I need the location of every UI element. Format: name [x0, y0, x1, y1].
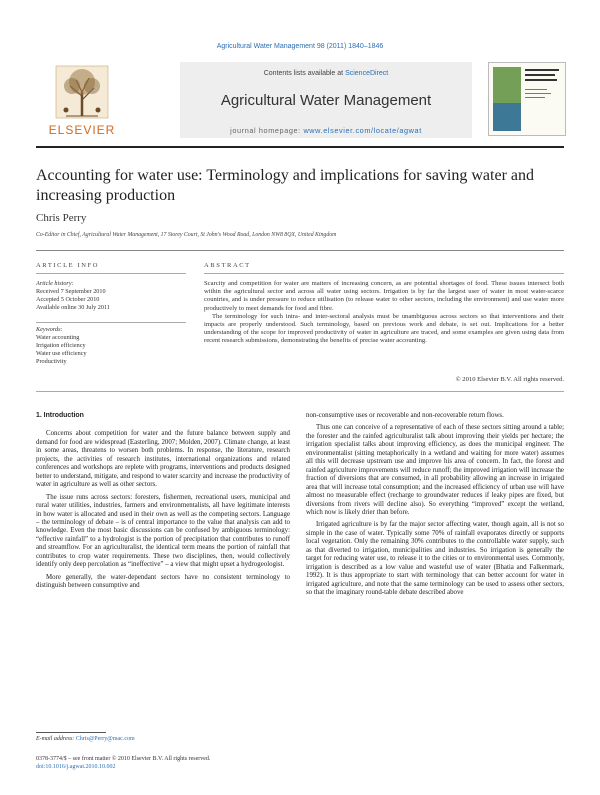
elsevier-wordmark: ELSEVIER [48, 123, 116, 137]
body-paragraph: Thus one can conceive of a representative of each of these sectors sitting around a table; the forester and the rainfed agriculturalist talk about improving their yields per hectare; the irrigation specialist talks about improving efficiency, as does the municipal engineer. The environmentalist (sitting metaphorically in a wetland and waiting for more water) assumes all this will decrease upstream use and improve his area of concern. In fact, the forest and rainfed agriculture improvements will reduce runoff; the improved irrigation will increase the fraction of diversions that are consumed, in all probability allowing an increase in irrigated area that will increase total consumption; and the increased efficiency of urban use will have almost no measurable effect (recharge to groundwater reduces if leaky pipes are fixed, but diversions from rivers will decline also). So everything “improved” except the wetland, which now is likely drier than before. [306, 424, 564, 516]
journal-reference[interactable]: Agricultural Water Management 98 (2011) 1840–1846 [216, 43, 384, 50]
body-column-right [306, 412, 564, 602]
issn-doi-block [36, 755, 210, 771]
doi-link[interactable]: doi:10.1016/j.agwat.2010.10.002 [36, 764, 116, 770]
article-info-rule [36, 273, 186, 274]
abstract-heading: ABSTRACT [204, 262, 251, 269]
body-paragraph: non-consumptive uses or recoverable and non-recoverable return flows. [306, 412, 504, 419]
journal-title: Agricultural Water Management [220, 92, 432, 109]
section-rule [36, 250, 564, 251]
body-paragraph: More generally, the water-dependant sectors have no consistent terminology to distinguish between consumptive and [36, 573, 290, 590]
body-rule [36, 391, 564, 392]
keywords-block [36, 322, 186, 366]
author-affiliation: Co-Editor in Chief, Agricultural Water Management, 17 Storey Court, St John's Wood Road, London NW8 8QX, United Kingdom [36, 232, 337, 238]
section-heading-introduction: 1. Introduction [36, 412, 84, 419]
sciencedirect-link[interactable]: ScienceDirect [345, 70, 389, 77]
body-paragraph: Irrigated agriculture is by far the major sector affecting water, though again, all is not so simple in the case of water. Typically some 70% of rainfall evaporates directly or supports local vegetation. Only the remaining 30% contributes to the controllable water supply, such as that diverted to irrigation, municipalities and industries. So irrigation is generally the target for reducing water use, to release it to the cities or to environmental uses. Commonly, irrigation is described as a low value and wasteful use of water (Bhatia and Falkenmark, 1992). It is thus appropriate to start with terminology that can better account for water in irrigated agriculture, and note that the same terminology can be used to assess other sectors, so that the imaginary round-table debate described above [306, 521, 564, 597]
history-online: Available online 30 July 2011 [36, 304, 110, 311]
email-label: E-mail address: [36, 736, 76, 742]
abstract-rule [204, 273, 564, 274]
author-email-footnote [36, 736, 135, 742]
author-name: Chris Perry [36, 212, 87, 224]
keywords-label: Keywords: [36, 326, 63, 333]
abstract-body [204, 280, 564, 346]
abstract-copyright: © 2010 Elsevier B.V. All rights reserved. [455, 376, 564, 383]
footnote-rule [36, 732, 106, 733]
journal-cover-thumbnail [488, 62, 566, 136]
issn-line: 0378-3774/$ – see front matter © 2010 Elsevier B.V. All rights reserved. [36, 756, 211, 762]
homepage-link[interactable]: www.elsevier.com/locate/agwat [303, 126, 422, 135]
homepage-prefix: journal homepage: [230, 126, 304, 135]
body-column-left [36, 412, 290, 595]
contents-prefix: Contents lists available at [263, 70, 346, 77]
header-rule [36, 146, 564, 148]
article-history [36, 280, 186, 312]
article-info-heading: ARTICLE INFO [36, 262, 100, 269]
body-paragraph: Concerns about competition for water and the future balance between supply and demand for food are widespread (Easterling, 2007; Molden, 2007). Climate change, at least in some areas, threatens to worsen both problems. In response, the literature, research projects, the activities of research institutes, international organizations and related conferences and workshops are replete with programs, interventions and products designed better to understand, mitigate, and respond to water scarcity and increase the productivity of water in agriculture as well as other sectors. [36, 430, 290, 489]
keyword-item: Water accounting [36, 334, 80, 341]
abstract-paragraph: Scarcity and competition for water are matters of increasing concern, as are potential shortages of food. These issues intersect both within the agricultural sector and across all water using sectors. Irrigation is by far the largest user of water in most water-scarce countries, and is under pressure to reduce utilisation (to release water to other sectors, including the environment) and use water more productively to meet demands for food and fibre. [204, 280, 564, 312]
body-paragraph: The issue runs across sectors: foresters, fishermen, recreational users, municipal and rural water utilities, industries, farmers and environmentalists, all have legitimate interests in how water is allocated and used in their own as well as the competing sectors. Language – the terminology of debate – is of central importance to the value that analysis can add to knowledge. Even the most basic discussions can be confused by ambiguous terminology: “effective rainfall” to a hydrologist is the portion of precipitation that contributes to runoff and streamflow. For an agriculturalist, the identical term means the portion of rainfall that contributes to crop water requirements. These two disciplines, then, would collectively identify only deep percolation as “ineffective” – a view that might upset a hydrogeologist. [36, 493, 290, 569]
elsevier-tree-logo [36, 62, 128, 132]
history-accepted: Accepted 5 October 2010 [36, 296, 100, 303]
abstract-paragraph: The terminology for such intra- and inter-sectoral analysis must be unambiguous across sectors so that interventions and their impacts are properly understood. Such terminology, based on previous work and debate, is set out. Implications for a better understanding of the scope for improved productivity of water in agriculture are traced, and some examples are given using data from recent research submissions, demonstrating the benefits of precise water accounting. [204, 312, 564, 345]
history-label: Article history: [36, 280, 74, 287]
contents-line [180, 70, 472, 77]
journal-homepage [180, 126, 472, 135]
article-title: Accounting for water use: Terminology and implications for saving water and increasing production [36, 167, 535, 204]
keyword-item: Irrigation efficiency [36, 342, 86, 349]
keyword-item: Productivity [36, 358, 67, 365]
keyword-item: Water use efficiency [36, 350, 87, 357]
author-email-link[interactable]: Chris@Perry@mac.com [75, 736, 135, 742]
history-received: Received 7 September 2010 [36, 288, 106, 295]
